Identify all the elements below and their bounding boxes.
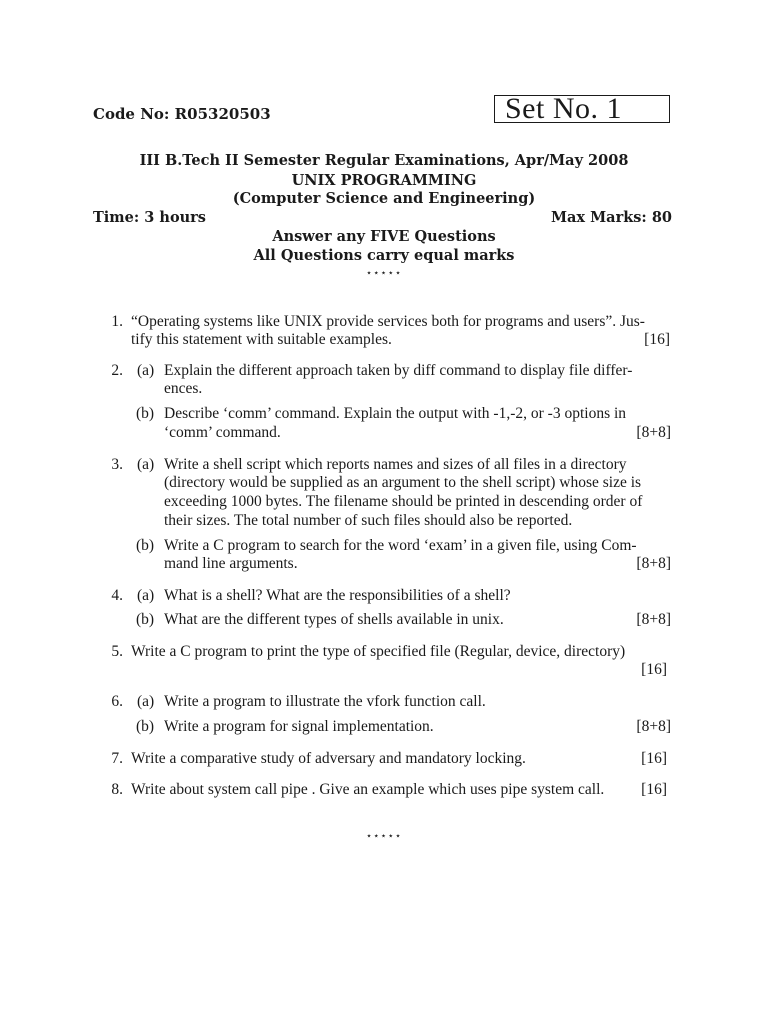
question-number: 4. [111,587,123,604]
subquestion-label: (b) [136,405,155,422]
subquestion-label: (a) [137,362,155,379]
question-text: Write a program to illustrate the vfork function call. [164,693,486,710]
set-number-box: Set No. 1 [494,95,670,123]
question-text: Write a shell script which reports names and sizes of all files in a directory [164,456,627,473]
subquestion-label: (a) [137,693,155,710]
question-number: 2. [111,362,123,379]
question-number: 5. [111,643,123,660]
question-text: Write a comparative study of adversary and mandatory locking. [131,750,526,767]
question-marks: [16] [644,331,670,348]
stars-divider-bottom: ⋆⋆⋆⋆⋆ [365,831,403,842]
question-text: Write a program for signal implementation. [164,718,434,735]
question-text: What are the different types of shells available in unix. [164,611,504,628]
question-text: Describe ‘comm’ command. Explain the output with -1,-2, or -3 options in [164,405,627,422]
max-marks: Max Marks: 80 [550,209,672,226]
question-text: mand line arguments. [164,555,298,572]
question-number: 6. [111,693,123,710]
instruction-marks: All Questions carry equal marks [253,247,515,264]
question-text: Write a C program to search for the word ‘exam’ in a given file, using Com- [164,537,637,554]
question-marks: [8+8] [636,611,671,628]
subject-title: UNIX PROGRAMMING [291,172,477,189]
question-number: 8. [111,781,123,798]
question-number: 1. [111,313,123,330]
subquestion-label: (a) [137,587,155,604]
code-label: Code No: R05320503 [93,105,271,123]
question-text: Write about system call pipe . Give an example which uses pipe system call. [131,781,605,798]
question-text: “Operating systems like UNIX provide services both for programs and users”. Jus- [131,313,645,330]
question-marks: [8+8] [636,424,671,441]
question-marks: [16] [641,750,667,767]
question-marks: [16] [641,661,667,678]
question-text: What is a shell? What are the responsibilities of a shell? [164,587,511,604]
question-text: Write a C program to print the type of specified file (Regular, device, directory) [131,643,626,660]
branch-title: (Computer Science and Engineering) [232,190,536,207]
question-text: ences. [164,380,203,397]
question-marks: [8+8] [636,718,671,735]
code-number [93,105,271,123]
exam-title: III B.Tech II Semester Regular Examinations, Apr/May 2008 [139,152,629,169]
subquestion-label: (b) [136,611,155,628]
question-text: (directory would be supplied as an argument to the shell script) whose size is [164,474,642,491]
stars-divider-top: ⋆⋆⋆⋆⋆ [365,268,403,279]
question-text: their sizes. The total number of such files should also be reported. [164,512,573,529]
subquestion-label: (b) [136,718,155,735]
question-marks: [8+8] [636,555,671,572]
question-number: 3. [111,456,123,473]
subquestion-label: (a) [137,456,155,473]
subquestion-label: (b) [136,537,155,554]
question-marks: [16] [641,781,667,798]
question-text: ‘comm’ command. [164,424,281,441]
instruction-answer: Answer any FIVE Questions [272,228,496,245]
question-number: 7. [111,750,123,767]
question-text: tify this statement with suitable examples. [131,331,392,348]
question-text: exceeding 1000 bytes. The filename should be printed in descending order of [164,493,643,510]
question-text: Explain the different approach taken by diff command to display file differ- [164,362,633,379]
exam-duration: Time: 3 hours [93,209,206,226]
